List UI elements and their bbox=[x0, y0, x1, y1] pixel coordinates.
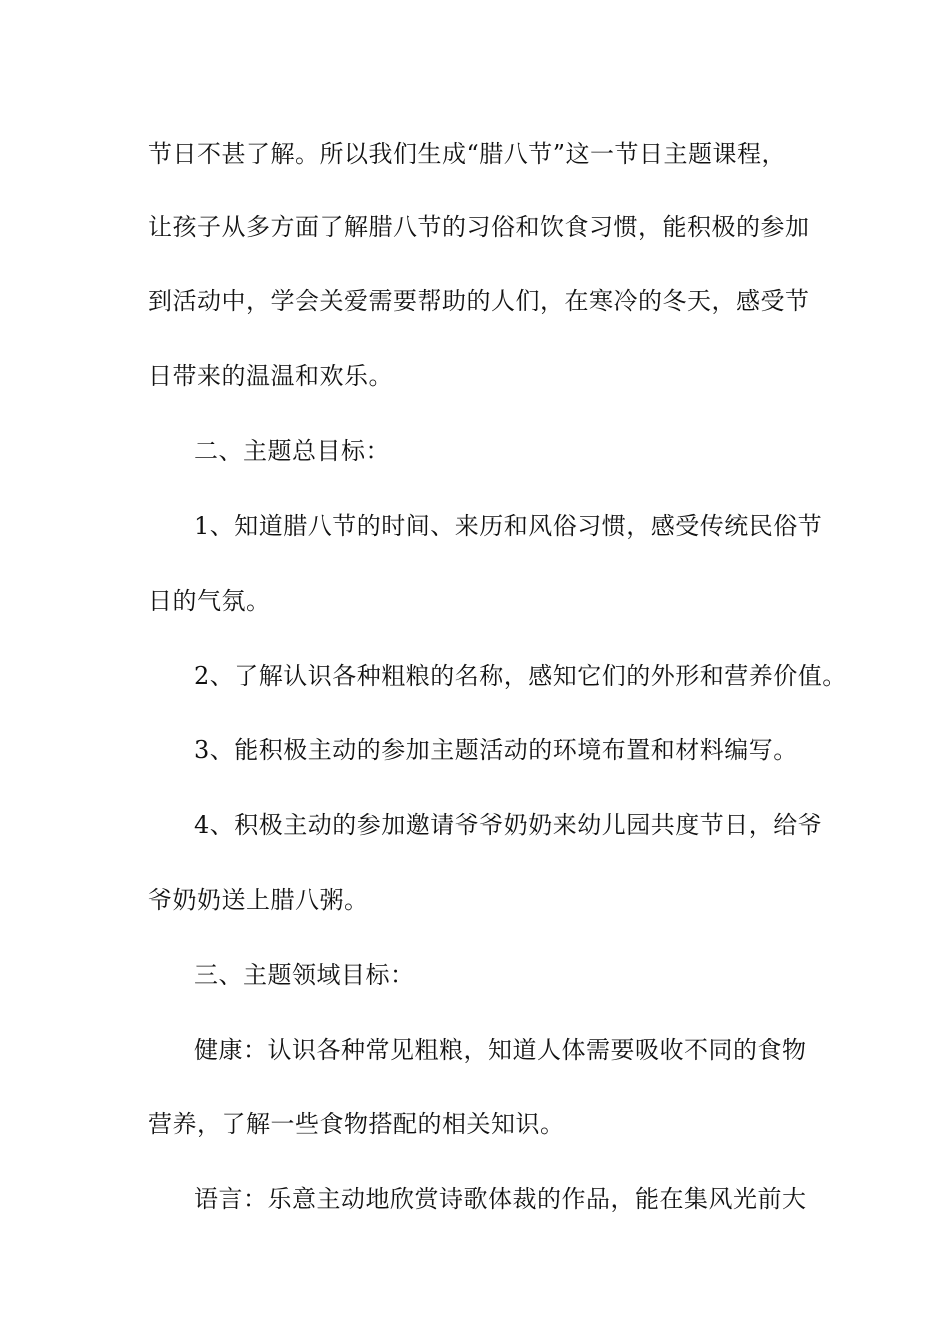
text-line: 1、知道腊八节的时间、来历和风俗习惯，感受传统民俗节 bbox=[194, 512, 823, 540]
text-line: 让孩子从多方面了解腊八节的习俗和饮食习惯，能积极的参加 bbox=[148, 213, 810, 241]
text-line: 日带来的温温和欢乐。 bbox=[148, 362, 393, 390]
text-line: 到活动中，学会关爱需要帮助的人们，在寒冷的冬天，感受节 bbox=[148, 287, 810, 315]
text-line: 日的气氛。 bbox=[148, 587, 271, 615]
text-line: 语言：乐意主动地欣赏诗歌体裁的作品，能在集风光前大 bbox=[194, 1185, 807, 1213]
text-line: 爷奶奶送上腊八粥。 bbox=[148, 886, 369, 914]
text-line: 4、积极主动的参加邀请爷爷奶奶来幼儿园共度节日，给爷 bbox=[194, 811, 823, 839]
text-line: 营养，了解一些食物搭配的相关知识。 bbox=[148, 1110, 565, 1138]
text-line: 健康：认识各种常见粗粮，知道人体需要吸收不同的食物 bbox=[194, 1036, 807, 1064]
text-line: 2、了解认识各种粗粮的名称，感知它们的外形和营养价值。 bbox=[194, 662, 847, 690]
section-heading: 二、主题总目标： bbox=[194, 437, 390, 465]
section-heading: 三、主题领域目标： bbox=[194, 961, 415, 989]
text-line: 节日不甚了解。所以我们生成“腊八节”这一节日主题课程， bbox=[148, 140, 787, 168]
text-line: 3、能积极主动的参加主题活动的环境布置和材料编写。 bbox=[194, 736, 798, 764]
